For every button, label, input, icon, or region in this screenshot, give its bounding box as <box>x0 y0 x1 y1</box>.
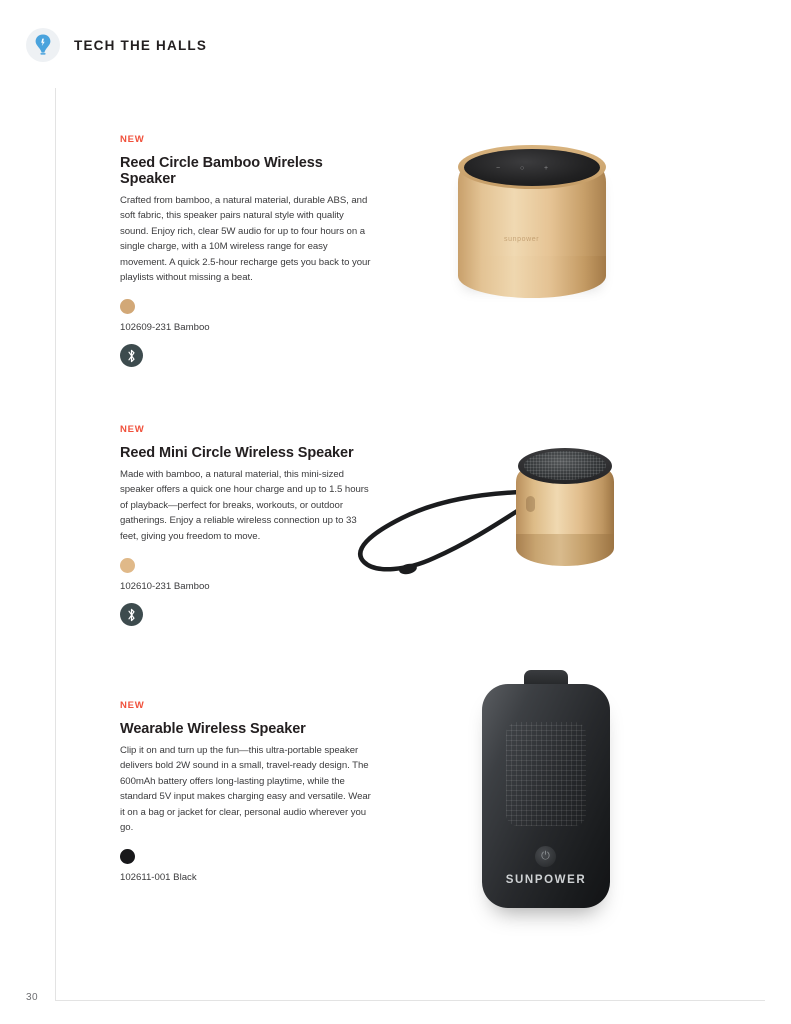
product-title: Reed Circle Bamboo Wireless Speaker <box>120 155 323 187</box>
color-swatch-bamboo[interactable] <box>120 558 135 573</box>
plus-icon: + <box>544 165 550 172</box>
feature-icon-row <box>120 603 380 626</box>
feature-icon-row <box>120 344 380 367</box>
product-entry <box>120 134 380 367</box>
reed-circle-bamboo-wireless-speaker-image <box>452 140 620 305</box>
new-badge: NEW <box>120 424 145 435</box>
page-header <box>26 28 207 62</box>
color-swatch-row <box>120 299 380 314</box>
product-sku: 102609-231 Bamboo <box>120 322 210 334</box>
product-logo-text: sunpower <box>504 236 540 243</box>
color-swatch-row <box>120 849 380 864</box>
reed-mini-circle-wireless-speaker-image <box>330 430 630 590</box>
bottom-rule <box>55 1000 765 1001</box>
minus-icon: − <box>496 165 502 172</box>
product-description: Crafted from bamboo, a natural material, durable ABS, and soft fabric, this speaker pairs natural style with quality sound. Enjoy rich, clear 5W audio for up to four hours on a single charge, with a 10M wireless range for easy movement. A quick 2.5-hour recharge gets you back to your playlists without missing a beat. <box>120 195 371 284</box>
product-entry <box>120 700 380 883</box>
wearable-wireless-speaker-image <box>466 670 626 920</box>
left-rule <box>55 88 56 1000</box>
product-description: Clip it on and turn up the fun—this ultra-portable speaker delivers bold 2W sound in a small, travel-ready design. The 600mAh battery offers long-lasting playtime, while the standard 5V input makes charging easy and versatile. Wear it on a bag or jacket for clear, personal audio wherever you go. <box>120 745 371 834</box>
product-title: Wearable Wireless Speaker <box>120 721 306 737</box>
speaker-grill <box>506 722 586 826</box>
speaker-top-face <box>464 149 600 186</box>
power-button <box>535 846 556 867</box>
product-title: Reed Mini Circle Wireless Speaker <box>120 445 354 461</box>
power-icon: ○ <box>520 165 526 172</box>
bulb-badge-icon <box>26 28 60 62</box>
product-description: Made with bamboo, a natural material, this mini-sized speaker offers a quick one hour charge and up to 1.5 hours of playback—perfect for breaks, workouts, or outdoor gatherings. Enjoy a reliable wireless connection up to 33 feet, giving you freedom to move. <box>120 469 369 542</box>
product-sku: 102611-001 Black <box>120 872 197 884</box>
color-swatch-black[interactable] <box>120 849 135 864</box>
product-sku: 102610-231 Bamboo <box>120 581 210 593</box>
product-brand-text: SUNPOWER <box>505 874 587 886</box>
speaker-body-bottom <box>458 256 606 298</box>
bluetooth-icon <box>120 603 143 626</box>
new-badge: NEW <box>120 134 145 145</box>
bluetooth-icon <box>120 344 143 367</box>
color-swatch-bamboo[interactable] <box>120 299 135 314</box>
page-number: 30 <box>26 992 39 1003</box>
power-icon: ⏻ <box>541 850 550 862</box>
speaker-grill <box>524 451 606 480</box>
page-title: TECH THE HALLS <box>74 37 208 53</box>
speaker-side-button <box>526 496 535 512</box>
new-badge: NEW <box>120 700 145 711</box>
